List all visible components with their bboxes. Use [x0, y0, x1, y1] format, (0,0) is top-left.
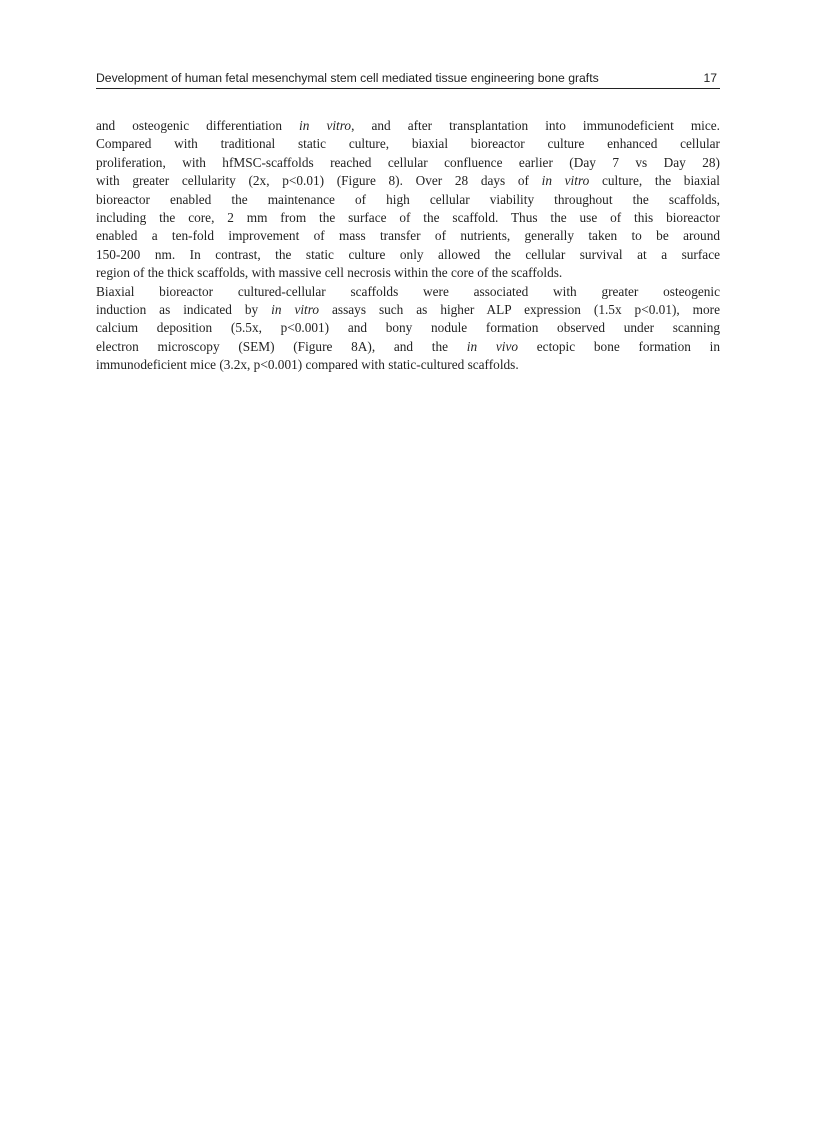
- italic-term: in vitro: [271, 301, 320, 317]
- running-header-title: Development of human fetal mesenchymal stem cell mediated tissue engineering bone grafts: [96, 71, 599, 85]
- text-line: with greater cellularity (2x, p<0.01) (Figure 8). Over 28 days of in vitro culture, the biaxial: [96, 173, 720, 189]
- text-line: calcium deposition (5.5x, p<0.001) and bony nodule formation observed under scanning: [96, 320, 720, 336]
- text-line: and osteogenic differentiation in vitro, and after transplantation into immunodeficient mice.: [96, 118, 720, 133]
- text-line: proliferation, with hfMSC-scaffolds reached cellular confluence earlier (Day 7 vs Day 28): [96, 154, 720, 170]
- text-line: Compared with traditional static culture, biaxial bioreactor culture enhanced cellular: [96, 136, 720, 152]
- text-line: Biaxial bioreactor cultured-cellular scaffolds were associated with greater osteogenic: [96, 283, 720, 299]
- italic-term: in vitro: [299, 118, 352, 133]
- text-line: including the core, 2 mm from the surface of the scaffold. Thus the use of this bioreactor: [96, 209, 720, 225]
- text-line: induction as indicated by in vitro assays such as higher ALP expression (1.5x p<0.01), more: [96, 301, 720, 317]
- italic-term: in vivo: [466, 338, 519, 354]
- running-header: [96, 70, 720, 89]
- page-number: 17: [703, 71, 717, 85]
- paragraph: [96, 117, 720, 283]
- text-line: electron microscopy (SEM) (Figure 8A), and the in vivo ectopic bone formation in: [96, 338, 720, 354]
- text-line: 150-200 nm. In contrast, the static culture only allowed the cellular survival at a surface: [96, 246, 720, 262]
- text-line: bioreactor enabled the maintenance of high cellular viability throughout the scaffolds,: [96, 191, 720, 207]
- body-text: [96, 117, 720, 374]
- italic-term: in vitro: [541, 173, 590, 189]
- text-line: immunodeficient mice (3.2x, p<0.001) compared with static-cultured scaffolds.: [96, 357, 519, 373]
- text-line: region of the thick scaffolds, with massive cell necrosis within the core of the scaffolds.: [96, 265, 563, 281]
- text-line: enabled a ten-fold improvement of mass transfer of nutrients, generally taken to be around: [96, 228, 720, 244]
- paragraph: [96, 283, 720, 375]
